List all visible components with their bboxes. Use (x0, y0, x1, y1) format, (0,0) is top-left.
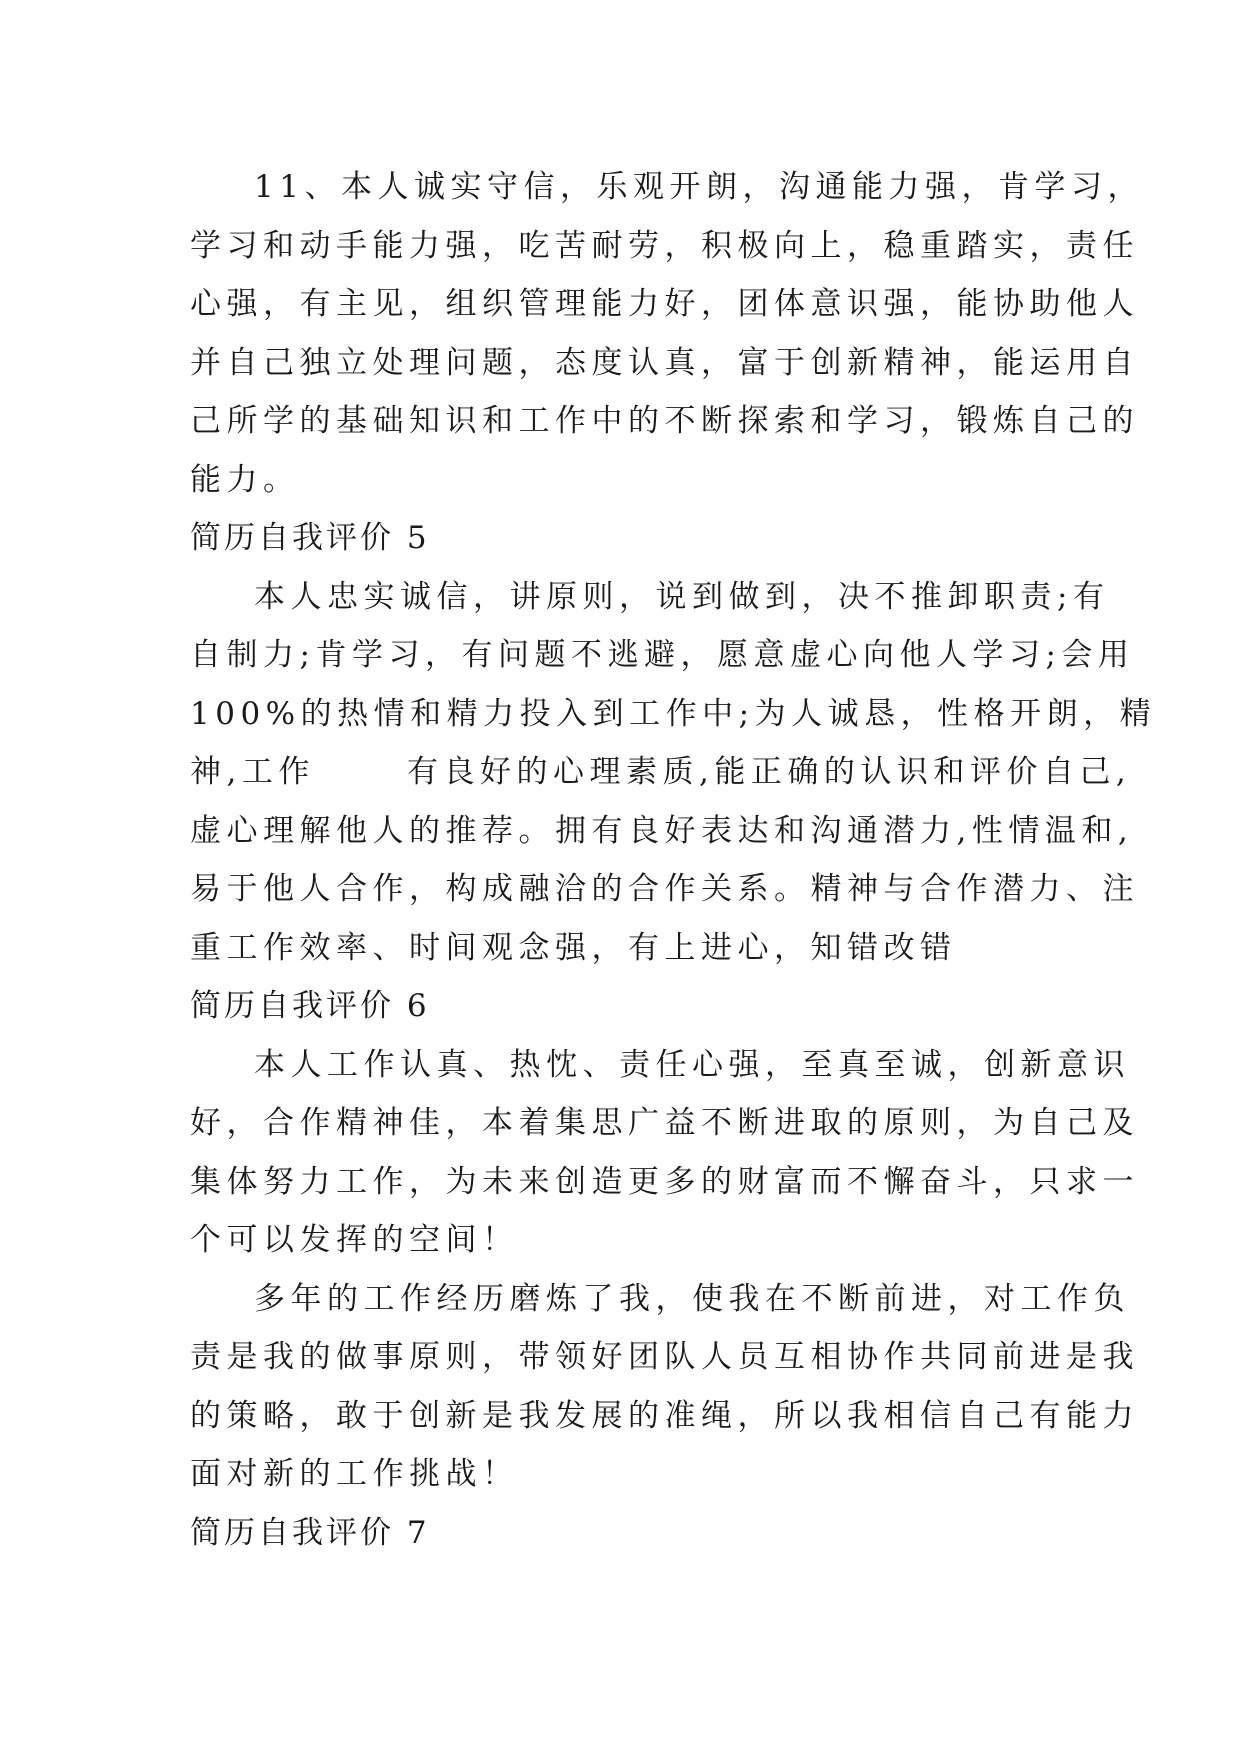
text-line: 重工作效率、时间观念强，有上进心，知错改错 (190, 929, 957, 966)
text-line: 责是我的做事原则，带领好团队人员互相协作共同前进是我 (190, 1339, 1139, 1375)
text-line: 个可以发挥的空间！ (190, 1222, 519, 1258)
text-line: 虚心理解他人的推荐。拥有良好表达和沟通潜力,性情温和, (190, 812, 1134, 849)
text-line: 11、本人诚实守信，乐观开朗，沟通能力强，肯学习， (254, 169, 1144, 205)
text-line: 本人忠实诚信，讲原则，说到做到，决不推卸职责;有 (254, 578, 1110, 615)
paragraph-6b (190, 1270, 1139, 1504)
text-line: 100%的热情和精力投入到工作中;为人诚恳，性格开朗，精 (190, 695, 1157, 732)
text-line: 多年的工作经历磨炼了我，使我在不断前进，对工作负 (254, 1280, 1130, 1317)
paragraph-11 (190, 158, 1144, 509)
text-line: 集体努力工作，为未来创造更多的财富而不懈奋斗，只求一 (190, 1163, 1139, 1200)
text-line: 本人工作认真、热忱、责任心强，至真至诚，创新意识 (254, 1046, 1130, 1083)
text-line: 神,工作 有良好的心理素质,能正确的认识和评价自己, (190, 754, 1132, 790)
text-line: 好，合作精神佳，本着集思广益不断进取的原则，为自己及 (190, 1105, 1139, 1141)
paragraph-6a (190, 1036, 1139, 1270)
text-line: 心强，有主见，组织管理能力好，团体意识强，能协助他人 (190, 286, 1139, 322)
text-line: 学习和动手能力强，吃苦耐劳，积极向上，稳重踏实，责任 (190, 227, 1139, 264)
section-heading-6: 简历自我评价 6 (190, 988, 430, 1024)
text-line: 的策略，敢于创新是我发展的准绳，所以我相信自己有能力 (190, 1397, 1139, 1434)
text-line: 易于他人合作，构成融洽的合作关系。精神与合作潜力、注 (190, 871, 1139, 907)
section-heading-7: 简历自我评价 7 (190, 1514, 430, 1551)
document-page (190, 158, 1157, 1562)
text-line: 能力。 (190, 461, 300, 498)
text-line: 面对新的工作挑战！ (190, 1456, 519, 1492)
section-heading-5: 简历自我评价 5 (190, 520, 430, 556)
text-line: 己所学的基础知识和工作中的不断探索和学习，锻炼自己的 (190, 403, 1139, 439)
text-line: 自制力;肯学习，有问题不逃避，愿意虚心向他人学习;会用 (190, 637, 1135, 673)
paragraph-5 (190, 568, 1157, 978)
text-line: 并自己独立处理问题，态度认真，富于创新精神，能运用自 (190, 344, 1139, 381)
